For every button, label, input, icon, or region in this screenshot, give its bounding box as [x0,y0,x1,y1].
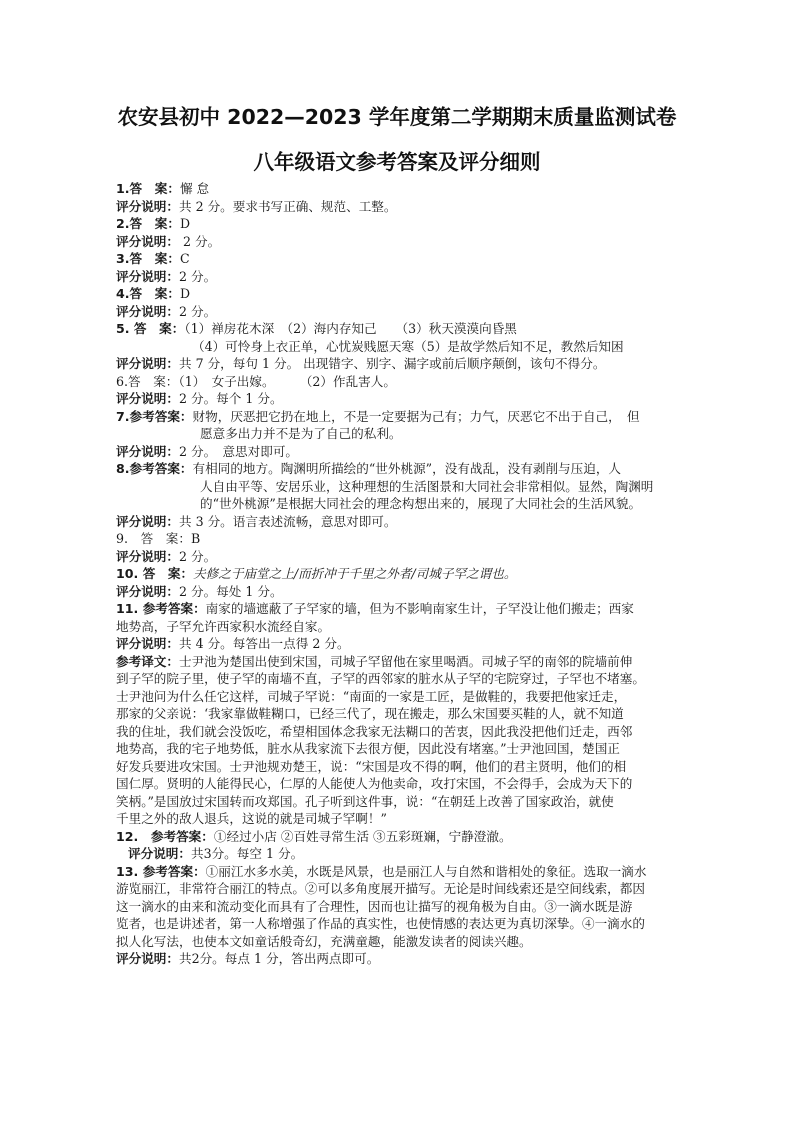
q8-answer-cont: 人自由平等、安居乐业，这种理想的生活图景和大同社会非常相似。显然，陶渊明 [200,478,654,494]
q13-answer: 13. 参考答案：①丽江水多水美，水既是风景，也是丽江人与自然和谐相处的象征。选取一滴水 [116,863,647,879]
q13-answer-line: 拟人化写法，也使本文如童话般奇幻，充满童趣，能激发读者的阅读兴趣。 [116,933,532,949]
q11-scoring: 评分说明：共 4 分。每答出一点得 2 分。 [116,636,350,651]
q10-answer: 10. 答 案：夫修之于庙堂之上/而折冲于千里之外者/司城子罕之谓也。 [116,566,517,581]
q11-translation-line: 士尹池问为什么任它这样，司城子罕说：“南面的一家是工匠，是做鞋的，我要把他家迁走， [116,688,627,704]
answer-list [116,180,684,968]
q6-scoring: 评分说明：2 分。每个 1 分。 [116,391,283,406]
document-title: 农安县初中 2022—2023 学年度第二学期期末质量监测试卷 [117,105,677,129]
q11-translation-line: 那家的父亲说：‘我家靠做鞋糊口，已经三代了，现在搬走，那么宋国要买鞋的人，就不知道 [116,706,624,721]
q5-scoring: 评分说明：共 7 分，每句 1 分。 出现错字、别字、漏字或前后顺序颠倒，该句不得分。 [116,356,606,371]
q11-translation-line: 地势高，我的宅子地势低，脏水从我家流下去很方便，因此没有堵塞。”士尹池回国，楚国正 [116,741,620,756]
q7-answer-cont: 愿意多出力并不是为了自己的私利。 [200,426,402,441]
q9-answer: 9. 答 案：B [116,531,201,546]
q7-scoring: 评分说明：2 分。 意思对即可。 [116,443,299,459]
q11-translation: 参考译文：士尹池为楚国出使到宋国，司城子罕留他在家里喝酒。司城子罕的南邻的院墙前伸 [116,653,633,669]
q13-answer-line: 览者，也是讲述者，第一人称增强了作品的真实性，也使情感的表达更为真切深挚。④一滴水的 [116,916,645,931]
q11-translation-line: 到子罕的院子里，使子罕的南墙不直，子罕的西邻家的脏水从子罕的宅院穿过，子罕也不堵塞。 [116,671,645,686]
q11-answer: 11. 参考答案：南家的墙遮蔽了子罕家的墙，但为不影响南家生计，子罕没让他们搬走；西家 [116,601,634,616]
q13-answer-line: 游览丽江，非常符合丽江的特点。②可以多角度展开描写。无论是时间线索还是空间线索，都因 [116,881,645,896]
q1-scoring: 评分说明：共 2 分。要求书写正确、规范、工整。 [116,198,397,214]
q3-scoring: 评分说明：2 分。 [116,268,217,284]
q11-answer-cont: 地势高，子罕允许西家积水流经自家。 [116,618,331,634]
q11-translation-line: 好发兵要进攻宋国。士尹池规劝楚王，说：“宋国是攻不得的啊，他们的君主贤明，他们的相 [116,758,627,774]
q10-scoring: 评分说明：2 分。每处 1 分。 [116,583,283,599]
q6-answer: 6.答 案：（1） 女子出嫁。 （2）作乱害人。 [116,373,396,389]
q11-translation-line: 我的住址，我们就会没饭吃，希望相国体念我家无法糊口的苦衷，因此我没把他们迁走，西邻 [116,723,633,739]
q12-answer: 12. 参考答案：①经过小店 ②百姓寻常生活 ③五彩斑斓，宁静澄澈。 [116,828,512,844]
q5-answer-cont: （4）可怜身上衣正单，心忧炭贱愿天寒（5）是故学然后知不足，教然后知困 [192,338,624,354]
q5-answer: 5. 答 案：（1）禅房花木深 （2）海内存知己 （3）秋天漠漠向昏黑 [116,321,517,336]
q4-scoring: 评分说明：2 分。 [116,303,217,319]
q1-answer: 1.答 案：懈 怠 [116,181,210,196]
q13-scoring: 评分说明：共2分。每点 1 分，答出两点即可。 [116,951,380,966]
q11-translation-line: 国仁厚。贤明的人能得民心，仁厚的人能使人为他卖命，攻打宋国，不会得手，会成为天下的 [116,776,633,791]
q7-answer: 7.参考答案：财物，厌恶把它扔在地上，不是一定要据为己有；力气，厌恶它不出于自己， 但 [116,408,640,424]
q11-translation-line: 千里之外的敌人退兵，这说的就是司城子罕啊！” [116,811,387,826]
q8-scoring: 评分说明：共 3 分。语言表述流畅，意思对即可。 [116,513,397,529]
q11-translation-line: 笑柄。”是国放过宋国转而攻郑国。孔子听到这件事，说：“在朝廷上改善了国家政治，就使 [116,793,614,809]
q9-scoring: 评分说明：2 分。 [116,548,217,564]
q8-answer: 8.参考答案：有相同的地方。陶渊明所描绘的“世外桃源”，没有战乱，没有剥削与压迫，人 [116,461,622,476]
q2-scoring: 评分说明： 2 分。 [116,233,221,249]
q3-answer: 3.答 案：C [116,251,190,266]
q12-scoring: 评分说明：共3分。每空 1 分。 [128,846,304,861]
q4-answer: 4.答 案：D [116,286,191,301]
document-subtitle: 八年级语文参考答案及评分细则 [253,150,541,174]
q2-answer: 2.答 案：D [116,216,191,231]
q8-answer-cont: 的“世外桃源”是根据大同社会的理念构想出来的，展现了大同社会的生活风貌。 [200,496,642,511]
q13-answer-line: 这一滴水的由来和流动变化而具有了合理性，因而也让描写的视角极为自由。③一滴水既是游 [116,898,633,914]
